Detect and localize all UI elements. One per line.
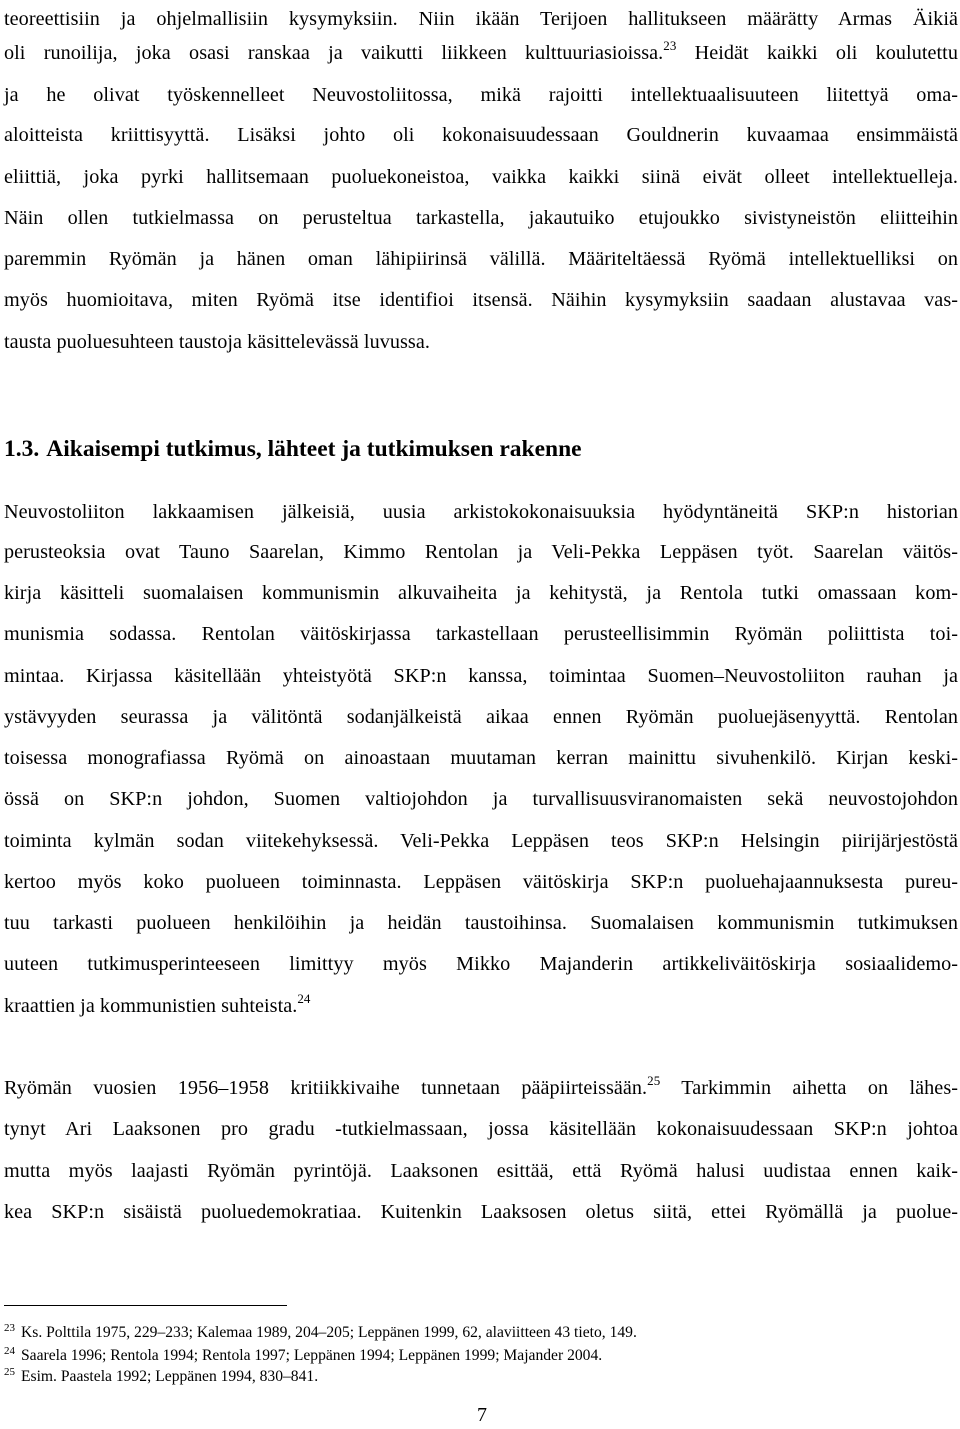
footnote-number: 25 [4, 1366, 15, 1378]
section-title: Aikaisempi tutkimus, lähteet ja tutkimuksen rakenne [46, 436, 582, 462]
footnote-text: Ks. Polttila 1975, 229–233; Kalemaa 1989, 204–205; Leppänen 1999, 62, alaviitteen 43 tieto, 149. [21, 1324, 637, 1341]
text-line: toiminta kylmän sodan viitekehyksessä. Veli-Pekka Leppäsen teos SKP:n Helsingin piirijärjestöstä [4, 830, 958, 852]
text-line: perusteoksia ovat Tauno Saarelan, Kimmo Rentolan ja Veli-Pekka Leppäsen työt. Saarelan väitös- [4, 541, 958, 563]
text-line: kirja käsitteli suomalaisen kommunismin alkuvaiheita ja kehitystä, ja Rentola tutki omassaan kom- [4, 582, 958, 604]
text-line: uuteen tutkimusperinteeseen limittyy myös Mikko Majanderin artikkeliväitöskirja sosiaalidemo- [4, 953, 958, 975]
page-number: 7 [477, 1404, 487, 1426]
footnote-text: Esim. Paastela 1992; Leppänen 1994, 830–841. [21, 1368, 319, 1385]
text-line: myös huomioitava, miten Ryömä itse identifioi itsensä. Näihin kysymyksiin saadaan alustavaa vas- [4, 289, 958, 311]
text-line: kertoo myös koko puolueen toiminnasta. Leppäsen väitöskirja SKP:n puoluehajaannuksesta pureu- [4, 871, 958, 893]
text-line: kea SKP:n sisäistä puoluedemokratiaa. Kuitenkin Laaksosen oletus siitä, ettei Ryömällä ja puolue- [4, 1201, 958, 1223]
section-number: 1.3. [4, 436, 40, 462]
text-line: aloitteista kriittisyyttä. Lisäksi johto oli kokonaisuudessaan Gouldnerin kuvaamaa ensimmäistä [4, 124, 958, 146]
footnote-25 [4, 1366, 318, 1388]
footnote-number: 24 [4, 1345, 15, 1357]
footnote-separator [4, 1305, 287, 1306]
section-heading [4, 432, 589, 466]
text-line: Näin ollen tutkielmassa on perusteltua tarkastella, jakautuiko etujoukko sivistyneistön eliitteihin [4, 207, 958, 229]
footnote-ref[interactable]: 25 [647, 1073, 661, 1088]
text-line: paremmin Ryömän ja hänen oman lähipiirinsä välillä. Määriteltäessä Ryömä intellektuelliksi on [4, 248, 958, 270]
footnote-24 [4, 1345, 602, 1367]
text-line: tynyt Ari Laaksonen pro gradu -tutkielmassaan, jossa käsitellään kokonaisuudessaan SKP:n johtoa [4, 1118, 958, 1140]
text-line: Neuvostoliiton lakkaamisen jälkeisiä, uusia arkistokokonaisuuksia hyödyntäneitä SKP:n historian [4, 501, 958, 523]
text-line: mintaa. Kirjassa käsitellään yhteistyötä SKP:n kanssa, toimintaa Suomen–Neuvostoliiton rauhan ja [4, 665, 958, 687]
text-line: össä on SKP:n johdon, Suomen valtiojohdon ja turvallisuusviranomaisten sekä neuvostojohdon [4, 788, 958, 810]
footnote-number: 23 [4, 1322, 15, 1334]
text-line: tuu tarkasti puolueen henkilöihin ja heidän taustoihinsa. Suomalaisen kommunismin tutkimuksen [4, 912, 958, 934]
text-line: munismia sodassa. Rentolan väitöskirjassa tarkastellaan perusteellisimmin Ryömän poliittista toi- [4, 623, 958, 645]
text-line: eliittiä, joka pyrki hallitsemaan puoluekoneistoa, vaikka kaikki siinä eivät olleet intellektuelleja. [4, 166, 958, 188]
text-line: Ryömän vuosien 1956–1958 kritiikkivaihe tunnetaan pääpiirteissään.$^{25}$ Tarkimmin aihetta on lähes- [4, 1073, 959, 1099]
text-line: ja he olivat työskennelleet Neuvostoliitossa, mikä rajoitti intellektuaalisuuteen liitettyä oma- [4, 84, 958, 106]
text-line: teoreettisiin ja ohjelmallisiin kysymyksiin. Niin ikään Terijoen hallitukseen määrätty Armas Äikiä [4, 8, 958, 30]
text-line: toisessa monografiassa Ryömä on ainoastaan muutaman kerran mainittu sivuhenkilö. Kirjan keski- [4, 747, 958, 769]
text-line: tausta puoluesuhteen taustoja käsittelevässä luvussa. [4, 331, 430, 353]
text-line: oli runoilija, joka osasi ranskaa ja vaikutti liikkeen kulttuuriasioissa.$^{23}$ Heidät kaikki oli koulutettu [4, 38, 958, 64]
text-line: mutta myös laajasti Ryömän pyrintöjä. Laaksonen esittää, että Ryömä halusi uudistaa ennen kaik- [4, 1160, 958, 1182]
footnote-23 [4, 1322, 637, 1344]
footnote-ref[interactable]: 24 [297, 991, 311, 1006]
footnote-text: Saarela 1996; Rentola 1994; Rentola 1997; Leppänen 1994; Leppänen 1999; Majander 2004. [21, 1347, 603, 1364]
text-line: ystävyyden seurassa ja välitöntä sodanjälkeistä aikaa ennen Ryömän puoluejäsenyyttä. Rentolan [4, 706, 958, 728]
text-line: kraattien ja kommunistien suhteista.$^{24}$ [4, 991, 311, 1017]
footnote-ref[interactable]: 23 [663, 38, 677, 53]
